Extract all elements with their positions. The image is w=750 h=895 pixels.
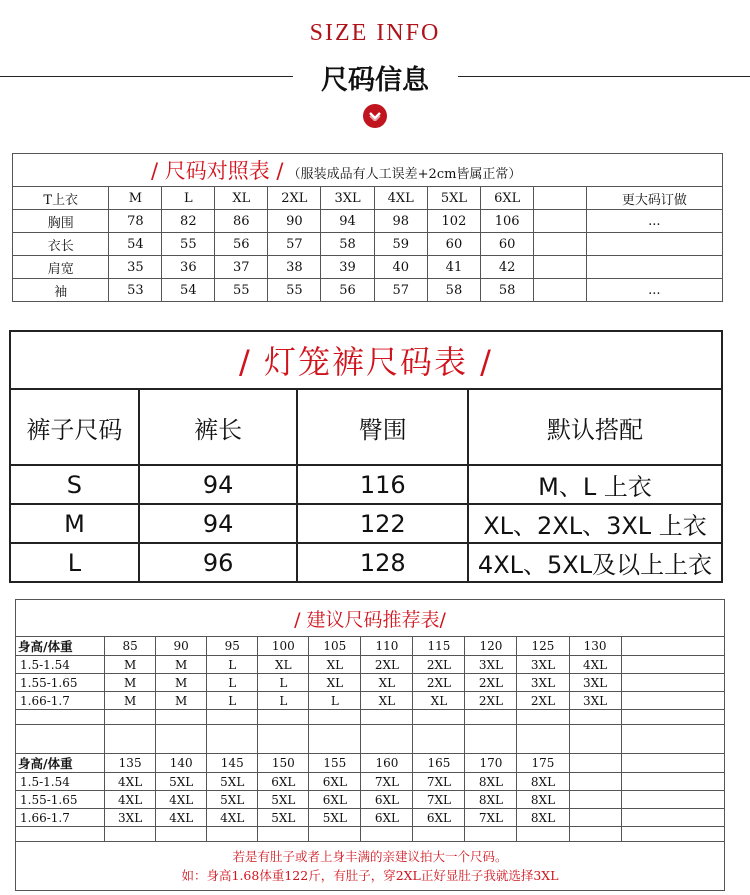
table-cell: L [258,674,309,692]
table-cell: 4XL [374,187,427,210]
table-cell [586,233,722,256]
table-cell: 5XL [258,791,309,809]
table-cell: 82 [162,210,215,233]
table-cell: L [258,692,309,710]
table-cell [621,791,724,809]
table-cell: ... [586,210,722,233]
recommend-table-title: / 建议尺码推荐表/ [16,600,725,637]
table-cell: L [207,692,258,710]
table-cell: 肩宽 [13,256,109,279]
table-cell: 7XL [413,773,465,791]
table-cell: 身高/体重 [16,754,105,773]
table-row [16,773,725,791]
chevron-down-icon [363,104,387,128]
size-table-body [13,187,723,302]
table-cell: L [10,543,139,582]
footer-note-line2: 如：身高1.68体重122斤，有肚子，穿2XL正好显肚子我就选择3XL [181,868,559,883]
pants-table-title: / 灯笼裤尺码表 / [10,331,722,389]
table-cell: 6XL [309,773,361,791]
table-cell: 8XL [517,809,569,827]
table-cell: M [156,656,207,674]
table-cell: 4XL [156,809,207,827]
table-cell: 衣长 [13,233,109,256]
table-cell: 145 [207,754,258,773]
table-cell [534,233,586,256]
table-cell [621,809,724,827]
table-cell: 4XL [105,791,156,809]
table-cell: 7XL [361,773,413,791]
table-row [16,809,725,827]
table-cell: ... [586,279,722,302]
table-cell: 2XL [361,656,413,674]
table-cell: M [156,674,207,692]
table-cell: L [207,656,258,674]
header-row [13,187,723,210]
table-cell: XL [413,692,465,710]
table-cell: 袖 [13,279,109,302]
table-cell: 裤长 [139,389,298,465]
table-cell [569,773,621,791]
table-cell: 150 [258,754,309,773]
footer-note-line1: 若是有肚子或者上身丰满的亲建议拍大一个尺码。 [232,849,508,864]
table-cell: 6XL [258,773,309,791]
table-cell: 58 [427,279,480,302]
table-cell: 55 [162,233,215,256]
table-cell [621,692,724,710]
table-cell: 56 [215,233,268,256]
table-cell: 40 [374,256,427,279]
table-cell: 5XL [309,809,361,827]
table-cell: 36 [162,256,215,279]
table-cell: 125 [517,637,569,656]
table-cell: 4XL [156,791,207,809]
table-cell [569,809,621,827]
table-cell: 90 [156,637,207,656]
table-cell: 3XL [517,674,569,692]
table-cell: M [105,674,156,692]
table-cell: 35 [109,256,162,279]
table-row [10,543,722,582]
table-title-row [13,154,723,187]
table-cell: M [109,187,162,210]
table-cell: T上衣 [13,187,109,210]
table-cell: XL [309,656,361,674]
table-cell: 2XL [413,674,465,692]
table-cell: 85 [105,637,156,656]
size-recommendation-table [15,599,725,891]
table-cell: L [309,692,361,710]
table-cell: 8XL [517,773,569,791]
header-row [16,637,725,656]
table-row [16,791,725,809]
table-cell: 175 [517,754,569,773]
table-cell: 38 [268,256,321,279]
table-cell: XL [258,656,309,674]
table-cell: 2XL [465,674,517,692]
table-cell: 3XL [465,656,517,674]
table-cell: 5XL [156,773,207,791]
header-cn-title: 尺码信息 [321,65,429,96]
table-cell: 135 [105,754,156,773]
table-row [13,279,723,302]
size-table-note: （服装成品有人工误差+2cm皆属正常） [287,167,522,182]
table-cell: XL [361,674,413,692]
table-row [10,504,722,543]
table-cell: 55 [268,279,321,302]
table-cell: S [10,465,139,504]
table-cell: 120 [465,637,517,656]
table-title-row [10,331,722,389]
table-cell: 60 [427,233,480,256]
table-row [13,233,723,256]
table-cell: 94 [139,465,298,504]
pants-table-body [10,389,722,582]
table-cell: 86 [215,210,268,233]
table-cell [534,279,586,302]
table-cell: L [162,187,215,210]
table-cell: 98 [374,210,427,233]
table-cell: 3XL [569,692,621,710]
table-cell: 5XL [207,773,258,791]
table-cell: 2XL [413,656,465,674]
spacer-row [16,725,725,754]
table-title-row [16,600,725,637]
table-cell [569,754,621,773]
table-cell: 臀围 [297,389,468,465]
table-cell: 39 [321,256,374,279]
table-cell: 1.66-1.7 [16,692,105,710]
spacer-row [16,827,725,842]
table-cell: 165 [413,754,465,773]
table-cell: 7XL [465,809,517,827]
table-cell: 1.55-1.65 [16,791,105,809]
table-cell: XL [361,692,413,710]
table-cell: M [156,692,207,710]
table-cell: 裤子尺码 [10,389,139,465]
table-cell: 60 [481,233,534,256]
table-row [13,210,723,233]
table-cell: 3XL [321,187,374,210]
table-cell: 102 [427,210,480,233]
table-cell: 54 [162,279,215,302]
table-cell: 37 [215,256,268,279]
table-cell: M [105,656,156,674]
table-cell: 130 [569,637,621,656]
recommend-table-body [16,637,725,891]
table-cell: 57 [374,279,427,302]
table-cell: 默认搭配 [468,389,722,465]
footer-note-row [16,842,725,891]
table-cell: 58 [481,279,534,302]
table-cell: 6XL [413,809,465,827]
table-cell: 54 [109,233,162,256]
table-cell: 6XL [361,791,413,809]
table-cell [621,773,724,791]
table-cell: 8XL [517,791,569,809]
table-cell: 59 [374,233,427,256]
table-cell: 6XL [481,187,534,210]
table-cell: L [207,674,258,692]
table-cell: 90 [268,210,321,233]
table-cell: 6XL [361,809,413,827]
table-cell: M [10,504,139,543]
table-cell: 115 [413,637,465,656]
table-row [16,692,725,710]
header-row [10,389,722,465]
table-cell: 2XL [517,692,569,710]
table-cell: 105 [309,637,361,656]
table-cell: 170 [465,754,517,773]
table-cell [621,754,724,773]
table-cell: 57 [268,233,321,256]
table-cell: 4XL [207,809,258,827]
table-cell: 94 [139,504,298,543]
table-cell [621,637,724,656]
table-row [16,656,725,674]
table-cell: 7XL [413,791,465,809]
table-cell: 1.5-1.54 [16,656,105,674]
table-cell [621,674,724,692]
table-row [13,256,723,279]
size-comparison-table [12,153,723,302]
table-cell: 8XL [465,791,517,809]
table-cell: 4XL、5XL及以上上衣 [468,543,722,582]
table-cell: 5XL [207,791,258,809]
table-cell [534,210,586,233]
table-cell: 53 [109,279,162,302]
table-cell: 95 [207,637,258,656]
table-cell: 140 [156,754,207,773]
table-cell: 155 [309,754,361,773]
table-cell: 3XL [105,809,156,827]
table-cell: 6XL [309,791,361,809]
table-cell: 4XL [105,773,156,791]
table-cell: XL [309,674,361,692]
table-cell: M、L 上衣 [468,465,722,504]
header-en-title: SIZE INFO [309,20,441,46]
table-cell: 8XL [465,773,517,791]
table-cell: 56 [321,279,374,302]
table-cell: 116 [297,465,468,504]
table-cell [586,256,722,279]
table-cell: 3XL [569,674,621,692]
table-cell: 78 [109,210,162,233]
table-cell: 胸围 [13,210,109,233]
table-cell: M [105,692,156,710]
table-cell: 110 [361,637,413,656]
table-cell: 2XL [268,187,321,210]
header-row [16,754,725,773]
table-row [10,465,722,504]
table-cell: 100 [258,637,309,656]
table-cell: 1.66-1.7 [16,809,105,827]
table-cell [534,187,586,210]
table-cell [621,656,724,674]
table-cell: 更大码订做 [586,187,722,210]
size-table-title: / 尺码对照表 / [151,159,284,183]
table-cell: 94 [321,210,374,233]
table-cell: 55 [215,279,268,302]
lantern-pants-table [9,330,723,583]
table-cell: 160 [361,754,413,773]
table-cell: 4XL [569,656,621,674]
table-cell: 3XL [517,656,569,674]
spacer-row [16,710,725,725]
table-cell: 128 [297,543,468,582]
table-cell: 2XL [465,692,517,710]
table-cell: 96 [139,543,298,582]
table-cell [569,791,621,809]
table-cell: 41 [427,256,480,279]
table-cell: 1.5-1.54 [16,773,105,791]
table-cell: 122 [297,504,468,543]
table-cell: 身高/体重 [16,637,105,656]
table-cell: 58 [321,233,374,256]
table-cell: 5XL [427,187,480,210]
table-row [16,674,725,692]
table-cell [534,256,586,279]
table-cell: XL、2XL、3XL 上衣 [468,504,722,543]
table-cell: 1.55-1.65 [16,674,105,692]
table-cell: XL [215,187,268,210]
table-cell: 5XL [258,809,309,827]
table-cell: 106 [481,210,534,233]
table-cell: 42 [481,256,534,279]
